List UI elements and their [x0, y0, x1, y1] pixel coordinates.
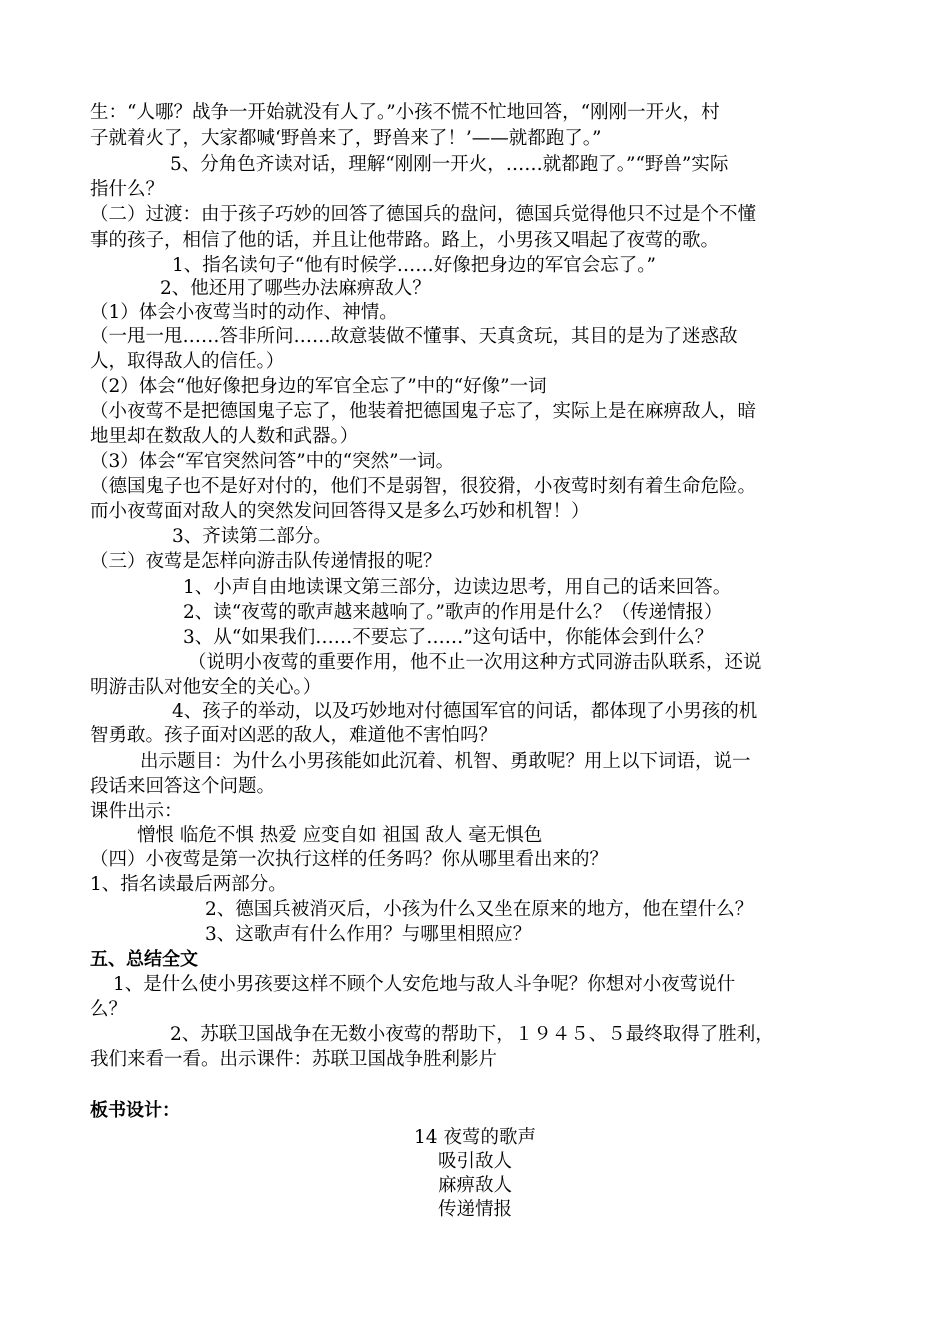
- text-line: 2、德国兵被消灭后，小孩为什么又坐在原来的地方，他在望什么？: [205, 899, 754, 920]
- text-line: 生：“人哪？战争一开始就没有人了。”小孩不慌不忙地回答，“刚刚一开火，村: [90, 102, 720, 123]
- text-line: 智勇敢。孩子面对凶恶的敌人，难道他不害怕吗？: [90, 725, 498, 746]
- text-line: 出示题目：为什么小男孩能如此沉着、机智、勇敢呢？用上以下词语，说一: [140, 751, 751, 772]
- text-line: 明游击队对他安全的关心。）: [90, 677, 322, 698]
- section-three-heading: （三）夜莺是怎样向游击队传递情报的呢？: [90, 551, 442, 572]
- text-line: 子就着火了，大家都喊‘野兽来了，野兽来了！’——就都跑了。”: [90, 128, 602, 149]
- text-line: 2、苏联卫国战争在无数小夜莺的帮助下，１９４５、５最终取得了胜利，: [170, 1024, 774, 1045]
- text-line: 我们来看一看。出示课件：苏联卫国战争胜利影片: [90, 1049, 498, 1070]
- text-line: 3、齐读第二部分。: [172, 526, 332, 547]
- text-line: 课件出示：: [90, 801, 183, 822]
- text-line: 事的孩子，相信了他的话，并且让他带路。路上，小男孩又唱起了夜莺的歌。: [90, 230, 720, 251]
- text-line: （2）体会“他好像把身边的军官全忘了”中的“好像”一词: [90, 376, 547, 397]
- text-line: （一甩一甩……答非所问……故意装做不懂事、天真贪玩，其目的是为了迷惑敌: [90, 326, 738, 347]
- vocabulary-line: 憎恨 临危不惧 热爱 应变自如 祖国 敌人 毫无惧色: [137, 825, 543, 846]
- text-line: 2、读“夜莺的歌声越来越响了。”歌声的作用是什么？（传递情报）: [183, 602, 723, 623]
- text-line: 3、这歌声有什么作用？与哪里相照应？: [205, 924, 532, 945]
- text-line: （说明小夜莺的重要作用，他不止一次用这种方式同游击队联系，还说: [188, 652, 762, 673]
- section-two-heading: （二）过渡：由于孩子巧妙的回答了德国兵的盘问，德国兵觉得他只不过是个不懂: [90, 204, 757, 225]
- text-line: 指什么？: [90, 179, 165, 200]
- text-line: 而小夜莺面对敌人的突然发问回答得又是多么巧妙和机智！）: [90, 501, 590, 522]
- text-line: 1、小声自由地读课文第三部分，边读边思考，用自己的话来回答。: [183, 577, 732, 598]
- text-line: 4、孩子的举动，以及巧妙地对付德国军官的问话，都体现了小男孩的机: [172, 701, 758, 722]
- text-line: 人，取得敌人的信任。）: [90, 351, 285, 372]
- text-line: 1、指名读句子“他有时候学……好像把身边的军官会忘了。”: [172, 255, 656, 276]
- board-item: 传递情报: [437, 1199, 512, 1220]
- text-line: 1、是什么使小男孩要这样不顾个人安危地与敌人斗争呢？你想对小夜莺说什: [113, 974, 736, 995]
- text-line: 5、分角色齐读对话，理解“刚刚一开火，……就都跑了。”“野兽”实际: [170, 154, 729, 175]
- section-four-heading: （四）小夜莺是第一次执行这样的任务吗？你从哪里看出来的？: [90, 849, 609, 870]
- board-design-heading: 板书设计：: [90, 1100, 180, 1121]
- text-line: 地里却在数敌人的人数和武器。）: [90, 426, 359, 447]
- section-five-heading: 五、总结全文: [90, 949, 198, 970]
- board-item: 麻痹敌人: [437, 1175, 512, 1196]
- board-item: 吸引敌人: [437, 1151, 512, 1172]
- board-item-title: 14 夜莺的歌声: [414, 1127, 536, 1148]
- text-line: 么？: [90, 999, 128, 1020]
- text-line: （3）体会“军官突然问答”中的“突然”一词。: [90, 451, 455, 472]
- text-line: 段话来回答这个问题。: [90, 776, 276, 797]
- text-line: 3、从“如果我们……不要忘了……”这句话中，你能体会到什么？: [183, 627, 714, 648]
- text-line: 2、他还用了哪些办法麻痹敌人？: [160, 278, 431, 299]
- text-line: 1、指名读最后两部分。: [90, 874, 287, 895]
- text-line: （小夜莺不是把德国鬼子忘了，他装着把德国鬼子忘了，实际上是在麻痹敌人，暗: [90, 401, 757, 422]
- text-line: （1）体会小夜莺当时的动作、神情。: [90, 302, 398, 323]
- text-line: （德国鬼子也不是好对付的，他们不是弱智，很狡猾，小夜莺时刻有着生命危险。: [90, 476, 757, 497]
